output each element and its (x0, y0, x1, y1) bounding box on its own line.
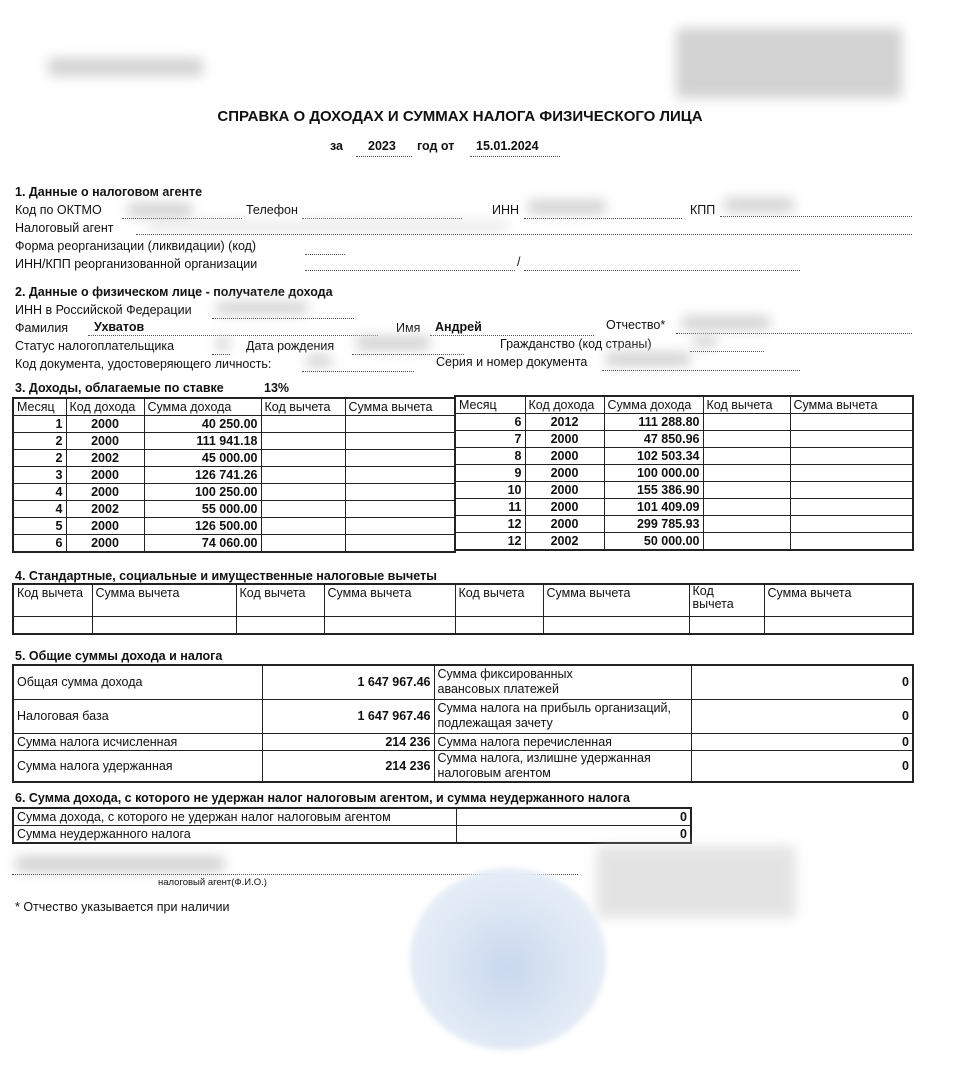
table-row: 6 2012 111 288.80 (455, 414, 913, 431)
redacted-agent-fio (16, 856, 224, 872)
col-deduction-sum: Сумма вычета (92, 584, 236, 616)
section-2-title: 2. Данные о физическом лице - получателе дохода (15, 285, 333, 299)
section-5-title: 5. Общие суммы дохода и налога (15, 649, 223, 663)
col-deduction-sum: Сумма вычета (345, 398, 455, 416)
table-header-row (13, 398, 455, 416)
table-row: 9 2000 100 000.00 (455, 465, 913, 482)
tax-held-label: Сумма налога удержанная (13, 750, 262, 782)
redacted-doc-code (306, 355, 332, 367)
col-income-sum: Сумма дохода (604, 396, 703, 414)
table-row: 4 2000 100 250.00 (13, 484, 455, 501)
table-row: 11 2000 101 409.09 (455, 499, 913, 516)
tax-excess-value: 0 (691, 750, 913, 782)
tax-base-label: Налоговая база (13, 699, 262, 733)
col-deduction-sum: Сумма вычета (324, 584, 455, 616)
name-value: Андрей (435, 320, 482, 334)
col-deduction-code: Код вычета (261, 398, 345, 416)
fixed-advance-label: Сумма фиксированных авансовых платежей (434, 665, 691, 699)
redacted-signature (596, 846, 796, 918)
reorg-slash: / (517, 255, 521, 269)
kpp-label: КПП (690, 203, 716, 217)
redacted-patronymic (682, 316, 770, 330)
income-table-left (12, 397, 456, 553)
redacted-top-left (48, 58, 203, 76)
tax-base-value: 1 647 967.46 (262, 699, 434, 733)
fixed-advance-value: 0 (691, 665, 913, 699)
table-row: 6 2000 74 060.00 (13, 535, 455, 553)
agent-label: Налоговый агент (15, 221, 114, 235)
page-title: СПРАВКА О ДОХОДАХ И СУММАХ НАЛОГА ФИЗИЧЕСКОГО ЛИЦА (217, 108, 703, 125)
stamp-blurred (410, 868, 606, 1050)
total-income-label: Общая сумма дохода (13, 665, 262, 699)
unheld-income-value: 0 (456, 808, 691, 826)
unheld-tax-value: 0 (456, 826, 691, 844)
table-row: 8 2000 102 503.34 (455, 448, 913, 465)
table-row (13, 826, 691, 844)
reorg-inn-label: ИНН/КПП реорганизованной организации (15, 257, 258, 271)
col-month: Месяц (13, 398, 66, 416)
redacted-citizenship (694, 336, 716, 348)
phone-label: Телефон (246, 203, 298, 217)
surname-label: Фамилия (15, 321, 69, 335)
profit-tax-label: Сумма налога на прибыль организаций, подлежащая зачету (434, 699, 691, 733)
col-deduction-code: Код вычета (236, 584, 324, 616)
table-row: 5 2000 126 500.00 (13, 518, 455, 535)
redacted-agent-inn (528, 200, 606, 214)
col-month: Месяц (455, 396, 525, 414)
doc-series-label: Серия и номер документа (436, 355, 588, 369)
citizenship-label: Гражданство (код страны) (500, 337, 652, 351)
table-row (13, 733, 913, 750)
doc-code-label: Код документа, удостоверяющего личность: (15, 357, 272, 371)
period-za: за (330, 139, 344, 153)
period-date: 15.01.2024 (476, 139, 539, 153)
col-income-sum: Сумма дохода (144, 398, 261, 416)
totals-table (12, 664, 914, 783)
oktmo-label: Код по ОКТМО (15, 203, 102, 217)
person-inn-label: ИНН в Российской Федерации (15, 303, 192, 317)
table-row: 12 2002 50 000.00 (455, 533, 913, 551)
redacted-birth (356, 336, 430, 350)
period-god-ot: год от (417, 139, 455, 153)
table-row: 4 2002 55 000.00 (13, 501, 455, 518)
col-income-code: Код дохода (66, 398, 144, 416)
col-deduction-code-two-line: Код вычета (689, 584, 764, 616)
status-label: Статус налогоплательщика (15, 339, 175, 353)
tax-transferred-label: Сумма налога перечисленная (434, 733, 691, 750)
col-deduction-code: Код вычета (703, 396, 790, 414)
patronymic-label: Отчество* (606, 318, 666, 332)
redacted-person-inn (216, 302, 308, 314)
redacted-top-right (676, 28, 902, 98)
tax-held-value: 214 236 (262, 750, 434, 782)
name-label: Имя (396, 321, 421, 335)
redacted-doc-series (606, 352, 690, 366)
birth-label: Дата рождения (246, 339, 335, 353)
total-income-value: 1 647 967.46 (262, 665, 434, 699)
income-table-right (454, 395, 914, 551)
table-row: 7 2000 47 850.96 (455, 431, 913, 448)
unheld-income-label: Сумма дохода, с которого не удержан налог налоговым агентом (13, 808, 456, 826)
table-row (13, 665, 913, 699)
period-year: 2023 (368, 139, 396, 153)
table-row: 1 2000 40 250.00 (13, 416, 455, 433)
footnote: * Отчество указывается при наличии (15, 900, 230, 914)
col-deduction-sum: Сумма вычета (543, 584, 689, 616)
redacted-oktmo (128, 203, 192, 217)
tax-transferred-value: 0 (691, 733, 913, 750)
section-1-title: 1. Данные о налоговом агенте (15, 185, 203, 199)
table-row (13, 808, 691, 826)
tax-excess-label: Сумма налога, излишне удержанная налоговым агентом (434, 750, 691, 782)
surname-value: Ухватов (94, 320, 145, 334)
table-row: 2 2000 111 941.18 (13, 433, 455, 450)
table-row (13, 616, 913, 634)
table-row: 2 2002 45 000.00 (13, 450, 455, 467)
table-row (13, 750, 913, 782)
unheld-table (12, 807, 692, 844)
tax-calculated-label: Сумма налога исчисленная (13, 733, 262, 750)
reorg-label: Форма реорганизации (ликвидации) (код) (15, 239, 257, 253)
section-4-title: 4. Стандартные, социальные и имущественные налоговые вычеты (15, 569, 437, 583)
tax-calculated-value: 214 236 (262, 733, 434, 750)
col-income-code: Код дохода (525, 396, 604, 414)
table-row (13, 699, 913, 733)
col-deduction-sum: Сумма вычета (764, 584, 913, 616)
profit-tax-value: 0 (691, 699, 913, 733)
col-deduction-code: Код вычета (455, 584, 543, 616)
col-deduction-code: Код вычета (13, 584, 92, 616)
redacted-status (216, 338, 230, 350)
table-row: 3 2000 126 741.26 (13, 467, 455, 484)
table-row: 12 2000 299 785.93 (455, 516, 913, 533)
table-header-row (455, 396, 913, 414)
redacted-agent-name (148, 221, 508, 231)
inn-label: ИНН (492, 203, 520, 217)
section-3-title: 3. Доходы, облагаемые по ставке (15, 381, 224, 395)
section-3-rate: 13% (264, 381, 290, 395)
section-6-title: 6. Сумма дохода, с которого не удержан налог налоговым агентом, и сумма неудержанного налога (15, 791, 630, 805)
unheld-tax-label: Сумма неудержанного налога (13, 826, 456, 844)
agent-fio-caption: налоговый агент(Ф.И.О.) (158, 877, 267, 888)
table-row: 10 2000 155 386.90 (455, 482, 913, 499)
deductions-table (12, 583, 914, 635)
redacted-kpp (724, 198, 794, 212)
table-header-row (13, 584, 913, 616)
col-deduction-sum: Сумма вычета (790, 396, 913, 414)
